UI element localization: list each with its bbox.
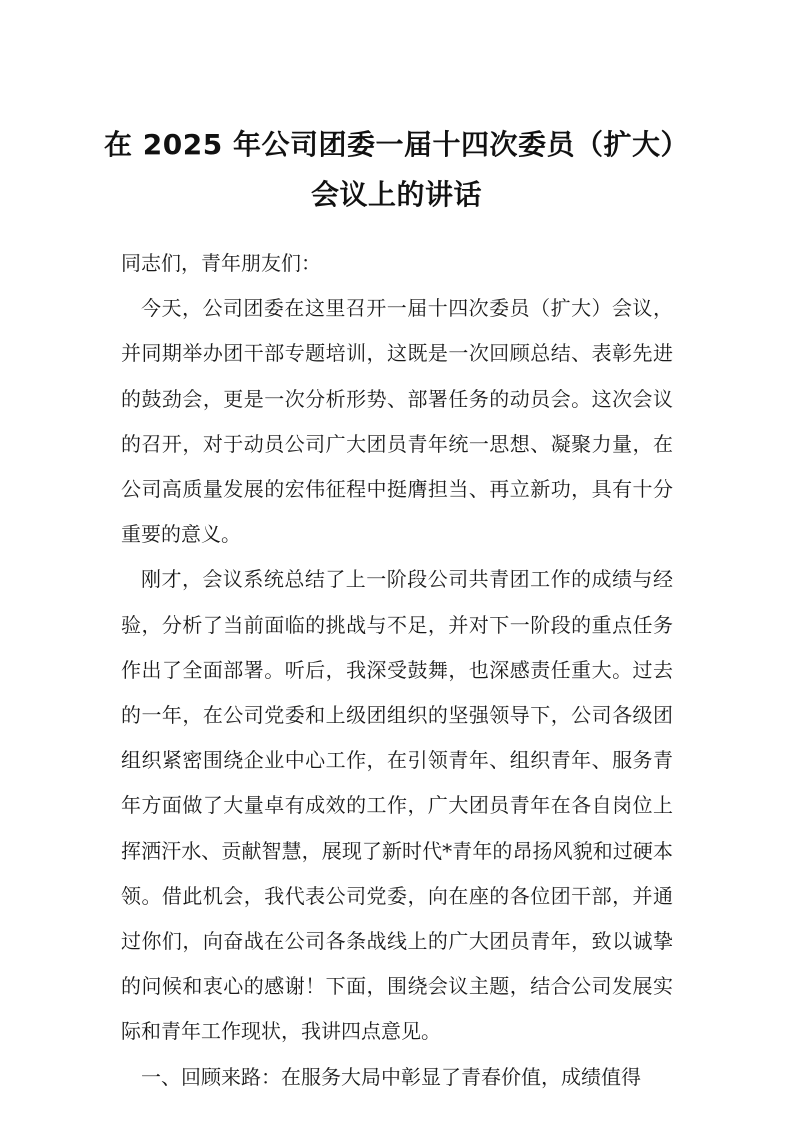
document-title-line-1: 在 2025 年公司团委一届十四次委员（扩大）	[104, 128, 689, 161]
section-heading-1: 一、回顾来路：在服务大局中彰显了青春价值，成绩值得	[141, 1064, 641, 1089]
document-title-line-2: 会议上的讲话	[310, 178, 482, 211]
paragraph-opening: 今天，公司团委在这里召开一届十四次委员（扩大）会议，并同期举办团干部专题培训，这既是一次回顾总结、表彰先进的鼓劲会，更是一次分析形势、部署任务的动员会。这次会议的召开，对于动员公司广大团员青年统一思想、凝聚力量，在公司高质量发展的宏伟征程中挺膺担当、再立新功，具有十分重要的意义。	[121, 296, 673, 547]
salutation: 同志们，青年朋友们：	[121, 251, 321, 275]
paragraph-review: 刚才，会议系统总结了上一阶段公司共青团工作的成绩与经验，分析了当前面临的挑战与不足，并对下一阶段的重点任务作出了全面部署。听后，我深受鼓舞，也深感责任重大。过去的一年，在公司党委和上级团组织的坚强领导下，公司各级团组织紧密围绕企业中心工作，在引领青年、组织青年、服务青年方面做了大量卓有成效的工作，广大团员青年在各自岗位上挥洒汗水、贡献智慧，展现了新时代*青年的昂扬风貌和过硬本领。借此机会，我代表公司党委，向在座的各位团干部，并通过你们，向奋战在公司各条战线上的广大团员青年，致以诚挚的问候和衷心的感谢！下面，围绕会议主题，结合公司发展实际和青年工作现状，我讲四点意见。	[121, 567, 673, 1044]
document-body	[121, 241, 673, 1100]
